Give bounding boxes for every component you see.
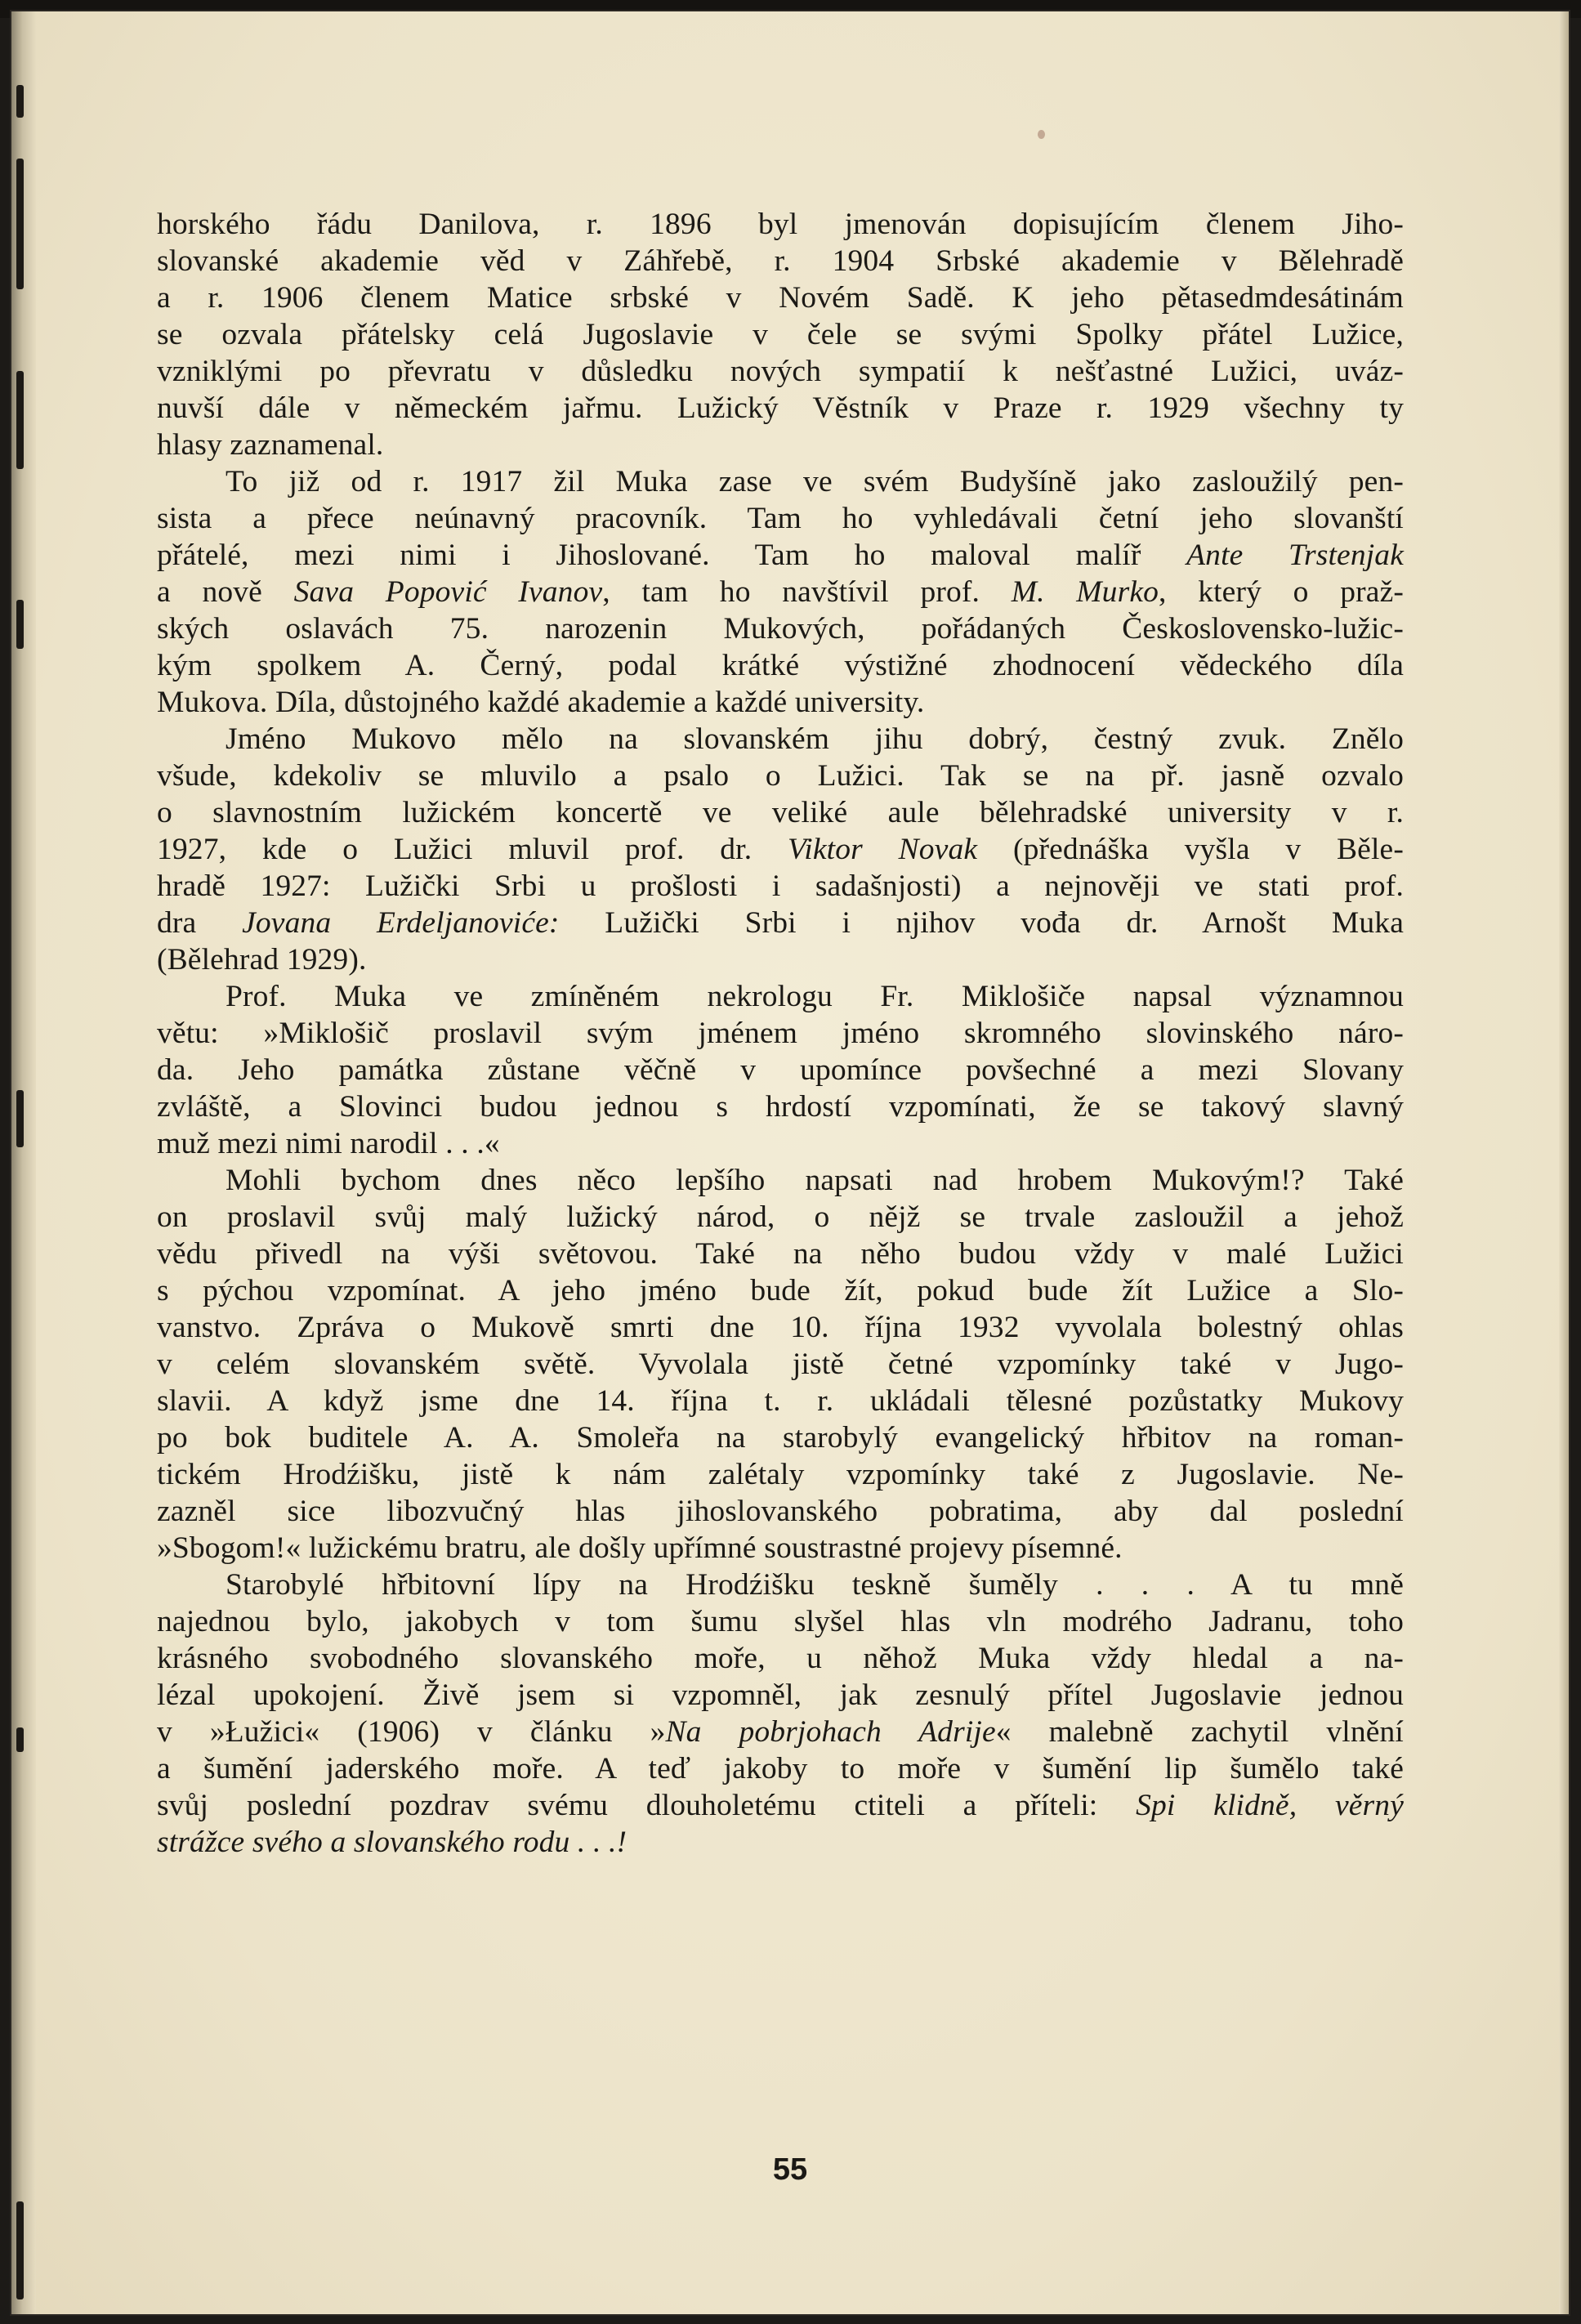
text-line (157, 794, 1404, 831)
body-text (157, 206, 1404, 1861)
text-segment: slovanské akademie věd v Záhřebě, r. 1904 Srbské akademie v Bělehradě (157, 244, 1404, 278)
text-line (157, 1052, 1404, 1088)
italic-text-segment: Jovana Erdeljanoviće: (242, 906, 560, 940)
text-line (157, 1677, 1404, 1714)
text-segment: horského řádu Danilova, r. 1896 byl jmenován dopisujícím členem Jiho- (157, 208, 1404, 241)
text-line (157, 1383, 1404, 1419)
text-segment: vědu přivedl na výši světovou. Také na něho budou vždy v malé Lužici (157, 1237, 1404, 1271)
text-segment: vzniklými po převratu v důsledku nových sympatií k nešťastné Lužici, uváz- (157, 355, 1404, 388)
text-line (157, 905, 1404, 941)
text-segment: Starobylé hřbitovní lípy na Hrodźišku teskně šuměly . . . A tu mně (226, 1568, 1404, 1602)
text-line (157, 390, 1404, 427)
binding-mark (16, 2201, 24, 2299)
text-line (157, 574, 1404, 610)
text-segment: To již od r. 1917 žil Muka zase ve svém Budyšíně jako zasloužilý pen- (226, 465, 1404, 498)
paper-speck (1038, 130, 1045, 139)
text-segment: po bok buditele A. A. Smoleřa na starobylý evangelický hřbitov na roman- (157, 1421, 1404, 1455)
text-line (157, 1566, 1404, 1603)
binding-mark (16, 1090, 24, 1147)
text-line (157, 1199, 1404, 1236)
text-line (157, 316, 1404, 353)
text-segment: Mukova. Díla, důstojného každé akademie a každé university. (157, 686, 925, 719)
text-line (157, 463, 1404, 500)
text-segment: da. Jeho památka zůstane věčně v upomínce povšechné a mezi Slovany (157, 1053, 1404, 1087)
text-segment: všude, kdekoliv se mluvilo a psalo o Lužici. Tak se na př. jasně ozvalo (157, 759, 1404, 793)
text-line (157, 1530, 1404, 1566)
italic-text-segment: Na pobrjohach Adrije (665, 1715, 996, 1749)
text-segment: (přednáška vyšla v Běle- (977, 833, 1404, 866)
text-line (157, 1272, 1404, 1309)
text-line (157, 684, 1404, 721)
text-segment: muž mezi nimi narodil . . .« (157, 1127, 500, 1160)
text-segment: s pýchou vzpomínat. A jeho jméno bude žít, pokud bude žít Lužice a Slo- (157, 1274, 1404, 1307)
italic-text-segment: Viktor Novak (788, 833, 978, 866)
text-segment: , který o praž- (1159, 575, 1405, 609)
text-segment: ských oslavách 75. narozenin Mukových, pořádaných Československo-lužic- (157, 612, 1404, 646)
text-line (157, 1162, 1404, 1199)
text-segment: Prof. Muka ve zmíněném nekrologu Fr. Miklošiče napsal významnou (226, 980, 1404, 1013)
text-line (157, 1603, 1404, 1640)
text-segment: on proslavil svůj malý lužický národ, o nějž se trvale zasloužil a jehož (157, 1200, 1404, 1234)
text-segment: kým spolkem A. Černý, podal krátké výstižné zhodnocení vědeckého díla (157, 649, 1404, 682)
text-line (157, 1015, 1404, 1052)
text-segment: a r. 1906 členem Matice srbské v Novém Sadě. K jeho pětasedmdesátinám (157, 281, 1404, 315)
text-line (157, 1125, 1404, 1162)
text-line (157, 1750, 1404, 1787)
text-line (157, 1493, 1404, 1530)
text-line (157, 1640, 1404, 1677)
text-line (157, 206, 1404, 243)
italic-text-segment: Sava Popović Ivanov (293, 575, 603, 609)
text-segment: hradě 1927: Lužički Srbi u prošlosti i sadašnjosti) a nejnověji ve stati prof. (157, 869, 1404, 903)
text-segment: nuvší dále v německém jařmu. Lužický Věstník v Praze r. 1929 všechny ty (157, 391, 1404, 425)
text-line (157, 1714, 1404, 1750)
italic-text-segment: M. Murko (1011, 575, 1159, 609)
italic-text-segment: strážce svého a slovanského rodu . . .! (157, 1826, 627, 1859)
text-line (157, 243, 1404, 279)
book-page (11, 11, 1569, 2314)
text-line (157, 427, 1404, 463)
text-segment: přátelé, mezi nimi i Jihoslované. Tam ho maloval malíř (157, 539, 1187, 572)
text-segment: sista a přece neúnavný pracovník. Tam ho vyhledávali četní jeho slovanští (157, 502, 1404, 535)
text-line (157, 941, 1404, 978)
text-line (157, 500, 1404, 537)
text-segment: Jméno Mukovo mělo na slovanském jihu dobrý, čestný zvuk. Znělo (226, 722, 1404, 756)
text-segment: krásného svobodného slovanského moře, u něhož Muka vždy hledal a na- (157, 1642, 1404, 1675)
binding-mark (16, 371, 24, 469)
text-line (157, 1419, 1404, 1456)
text-segment: , tam ho navštívil prof. (602, 575, 1012, 609)
text-line (157, 868, 1404, 905)
text-segment: « malebně zachytil vlnění (995, 1715, 1404, 1749)
text-line (157, 610, 1404, 647)
text-line (157, 1088, 1404, 1125)
text-line (157, 721, 1404, 758)
text-segment: zazněl sice libozvučný hlas jihoslovanského pobratima, aby dal poslední (157, 1495, 1404, 1528)
text-line (157, 1456, 1404, 1493)
text-line (157, 1236, 1404, 1272)
text-segment: svůj poslední pozdrav svému dlouholetému ctiteli a příteli: (157, 1789, 1137, 1822)
text-line (157, 831, 1404, 868)
text-segment: 1927, kde o Lužici mluvil prof. dr. (157, 833, 788, 866)
text-line (157, 1346, 1404, 1383)
text-segment: větu: »Miklošič proslavil svým jménem jméno skromného slovinského náro- (157, 1017, 1404, 1050)
text-line (157, 1787, 1404, 1824)
text-segment: tickém Hrodźišku, jistě k nám zalétaly vzpomínky také z Jugoslavie. Ne- (157, 1458, 1404, 1491)
binding-edge (11, 11, 36, 2314)
binding-mark (16, 1727, 24, 1752)
text-segment: najednou bylo, jakobych v tom šumu slyšel hlas vln modrého Jadranu, toho (157, 1605, 1404, 1638)
text-line (157, 537, 1404, 574)
text-segment: se ozvala přátelsky celá Jugoslavie v čele se svými Spolky přátel Lužice, (157, 318, 1404, 351)
text-line (157, 1309, 1404, 1346)
text-segment: slavii. A když jsme dne 14. října t. r. ukládali tělesné pozůstatky Mukovy (157, 1384, 1404, 1418)
text-segment: zvláště, a Slovinci budou jednou s hrdostí vzpomínati, že se takový slavný (157, 1090, 1404, 1124)
italic-text-segment: Ante Trstenjak (1186, 539, 1405, 572)
text-segment: Lužički Srbi i njihov vođa dr. Arnošt Muka (559, 906, 1404, 940)
page-number: 55 (772, 2152, 808, 2187)
text-line (157, 353, 1404, 390)
binding-mark (16, 600, 24, 649)
text-segment: Mohli bychom dnes něco lepšího napsati nad hrobem Mukovým!? Také (226, 1164, 1404, 1197)
text-line (157, 978, 1404, 1015)
text-line (157, 279, 1404, 316)
text-segment: v celém slovanském světě. Vyvolala jistě četné vzpomínky také v Jugo- (157, 1347, 1404, 1381)
text-segment: a šumění jaderského moře. A teď jakoby to moře v šumění lip šumělo také (157, 1752, 1404, 1785)
italic-text-segment: Spi klidně, věrný (1136, 1789, 1404, 1822)
text-segment: o slavnostním lužickém koncertě ve veliké aule bělehradské university v r. (157, 796, 1404, 829)
text-segment: lézal upokojení. Živě jsem si vzpomněl, jak zesnulý přítel Jugoslavie jednou (157, 1678, 1404, 1712)
page-right-edge (1559, 11, 1569, 2314)
binding-mark (16, 159, 24, 289)
text-segment: dra (157, 906, 243, 940)
text-segment: (Bělehrad 1929). (157, 943, 367, 977)
text-segment: hlasy zaznamenal. (157, 428, 384, 462)
text-segment: v »Łužici« (1906) v článku » (157, 1715, 666, 1749)
text-line (157, 1824, 1404, 1861)
text-line (157, 758, 1404, 794)
text-segment: a nově (157, 575, 294, 609)
text-segment: »Sbogom!« lužickému bratru, ale došly upřímné soustrastné projevy písemné. (157, 1531, 1123, 1565)
binding-mark (16, 85, 24, 118)
text-line (157, 647, 1404, 684)
text-segment: vanstvo. Zpráva o Mukově smrti dne 10. října 1932 vyvolala bolestný ohlas (157, 1311, 1404, 1344)
